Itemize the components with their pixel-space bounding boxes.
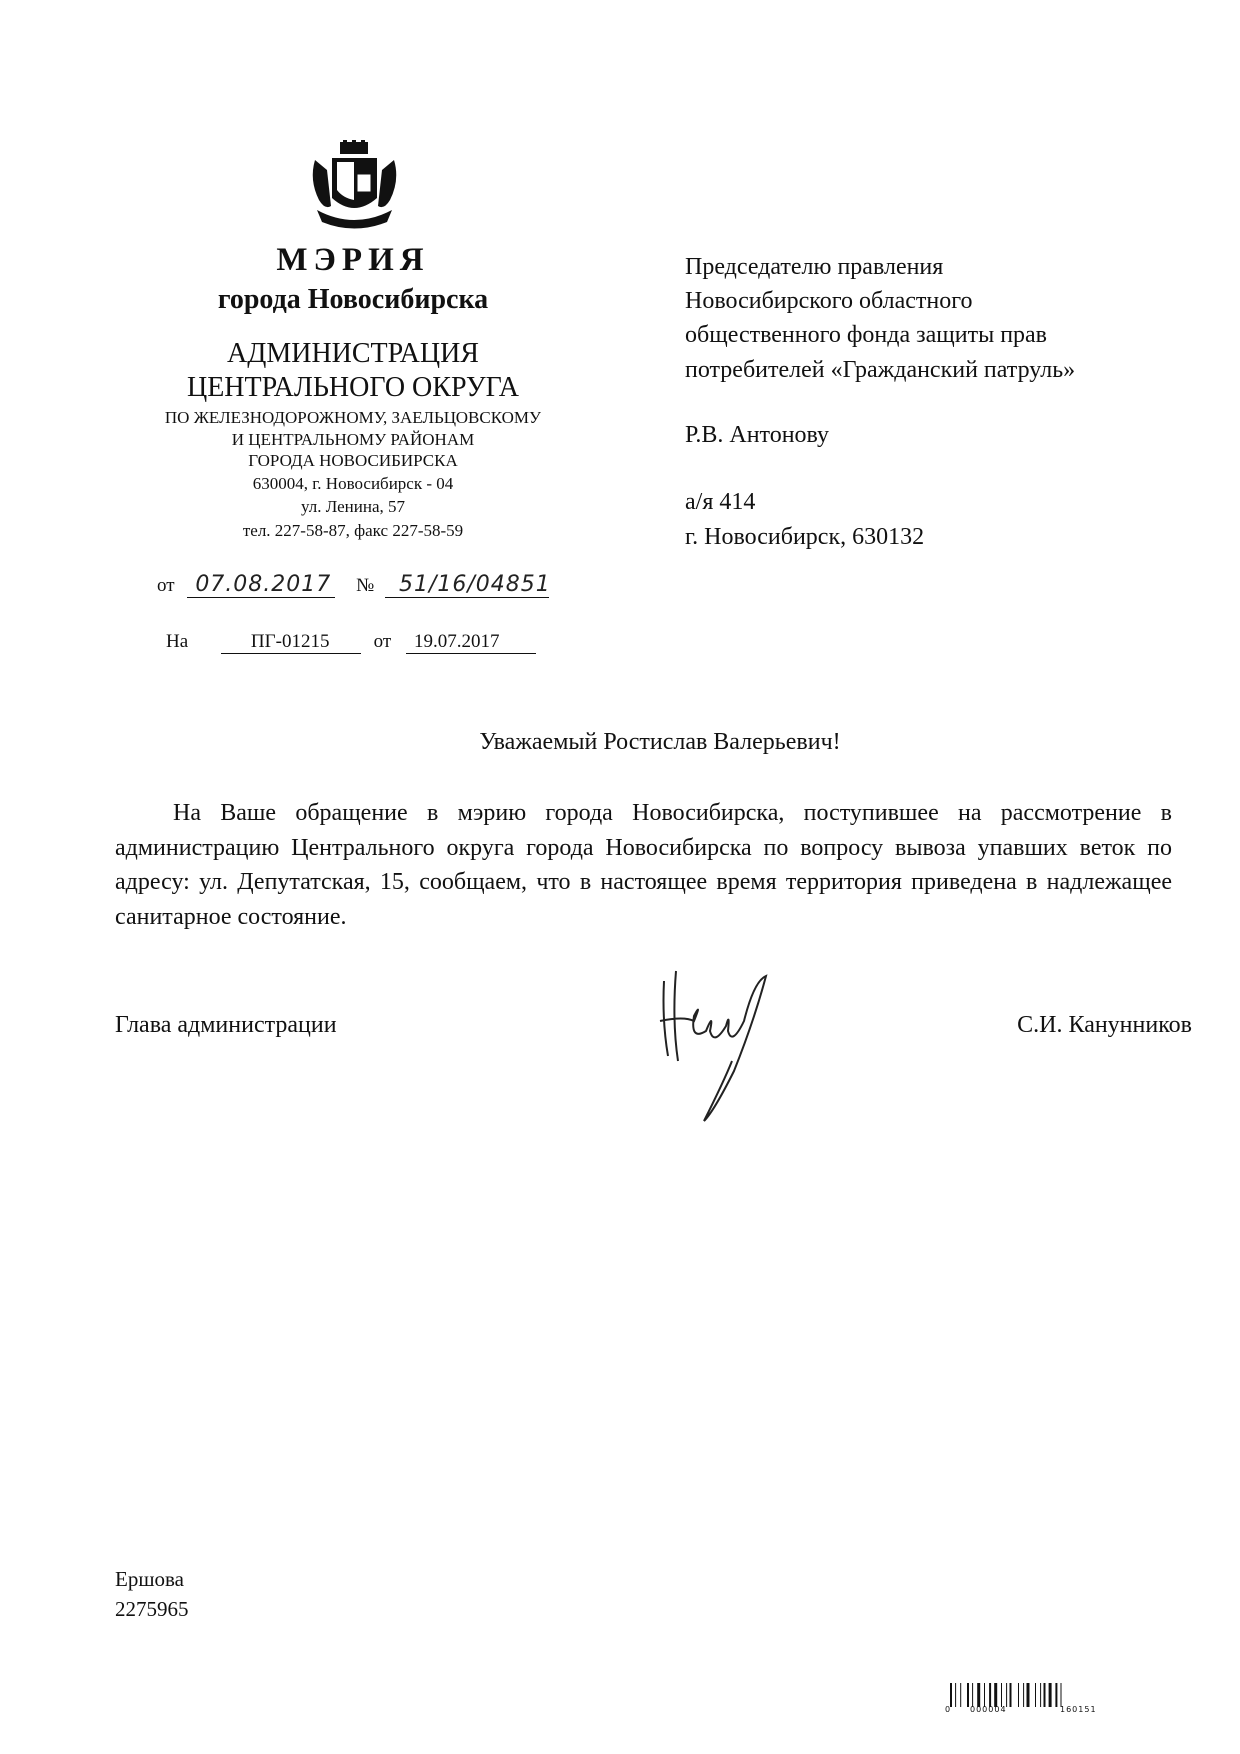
districts-line-1: ПО ЖЕЛЕЗНОДОРОЖНОМУ, ЗАЕЛЬЦОВСКОМУ [164,408,542,427]
barcode-digit: 0 [945,1705,951,1714]
executor-name: Ершова [115,1567,184,1591]
barcode-bar [955,1683,956,1707]
reference-label: На [166,631,189,652]
districts-line-2: И ЦЕНТРАЛЬНОМУ РАЙОНАМ [231,430,475,449]
reference-number: ПГ-01215 [221,631,361,654]
body-paragraph: На Ваше обращение в мэрию города Новосибирска, поступившее на рассмотрение в администрацию Центрального округа города Новосибирска по вопросу вывоза упавших веток по адресу: ул. Депутатская, 15, сообщаем, что в настоящее время территория приведена в надлежащее санитарное состояние. [115,800,1172,930]
signatory-position: Глава администрации [115,1012,337,1038]
addressee-line-3: общественного фонда защиты прав [685,322,1048,348]
barcode-bar [1040,1683,1041,1707]
addressee-name: Р.В. Антонову [685,422,830,448]
barcode-bar [960,1683,961,1707]
greeting: Уважаемый Ростислав Валерьевич! [479,729,841,755]
handwritten-signature [654,961,784,1126]
barcode-bar [994,1683,997,1707]
districts-line-3: ГОРОДА НОВОСИБИРСКА [248,451,458,470]
reference-date-label: от [373,631,392,652]
phones: тел. 227-58-87, факс 227-58-59 [242,521,464,540]
barcode-bar [1006,1683,1007,1707]
barcode-bar [977,1683,980,1707]
barcode-bar [1001,1683,1002,1707]
barcode [945,1683,1130,1713]
barcode-bar [967,1683,969,1707]
org-city: города Новосибирска [217,284,489,315]
addressee-line-4: потребителей «Гражданский патруль» [685,357,1076,383]
reference-line [166,631,536,654]
barcode-bar [972,1683,973,1707]
barcode-bar [950,1683,952,1707]
addressee-line-2: Новосибирского областного [685,288,973,314]
barcode-group-2: 160151 [1060,1705,1097,1714]
barcode-bar [1023,1683,1024,1707]
addressee-line-1: Председателю правления [685,254,944,280]
addressee-city: г. Новосибирск, 630132 [685,524,925,550]
outgoing-number-label: № [356,575,375,596]
outgoing-date-label: от [157,575,175,596]
signatory-name: С.И. Канунников [1017,1012,1192,1038]
executor-phone: 2275965 [115,1597,189,1621]
barcode-bar [984,1683,985,1707]
admin-line-1: АДМИНИСТРАЦИЯ [227,338,479,369]
barcode-bar [1035,1683,1036,1707]
barcode-group-1: 000004 [970,1705,1007,1714]
barcode-bar [989,1683,991,1707]
barcode-bar [1010,1683,1012,1707]
outgoing-number: 51/16/04851 [385,572,549,598]
barcode-bar [1049,1683,1052,1707]
admin-line-2: ЦЕНТРАЛЬНОГО ОКРУГА [186,372,520,403]
barcode-bars [950,1683,1135,1707]
barcode-bar [1044,1683,1046,1707]
coat-of-arms-emblem [307,140,402,235]
barcode-bar [1018,1683,1019,1707]
barcode-bar [1027,1683,1030,1707]
address-line-2: ул. Ленина, 57 [300,497,406,516]
outgoing-date: 07.08.2017 [187,572,335,598]
barcode-bar [1055,1683,1057,1707]
address-line-1: 630004, г. Новосибирск - 04 [252,474,454,493]
outgoing-line [157,572,549,598]
barcode-bar [1061,1683,1062,1707]
org-title: МЭРИЯ [276,242,430,278]
reference-date: 19.07.2017 [406,631,536,654]
addressee-po-box: а/я 414 [685,489,756,515]
